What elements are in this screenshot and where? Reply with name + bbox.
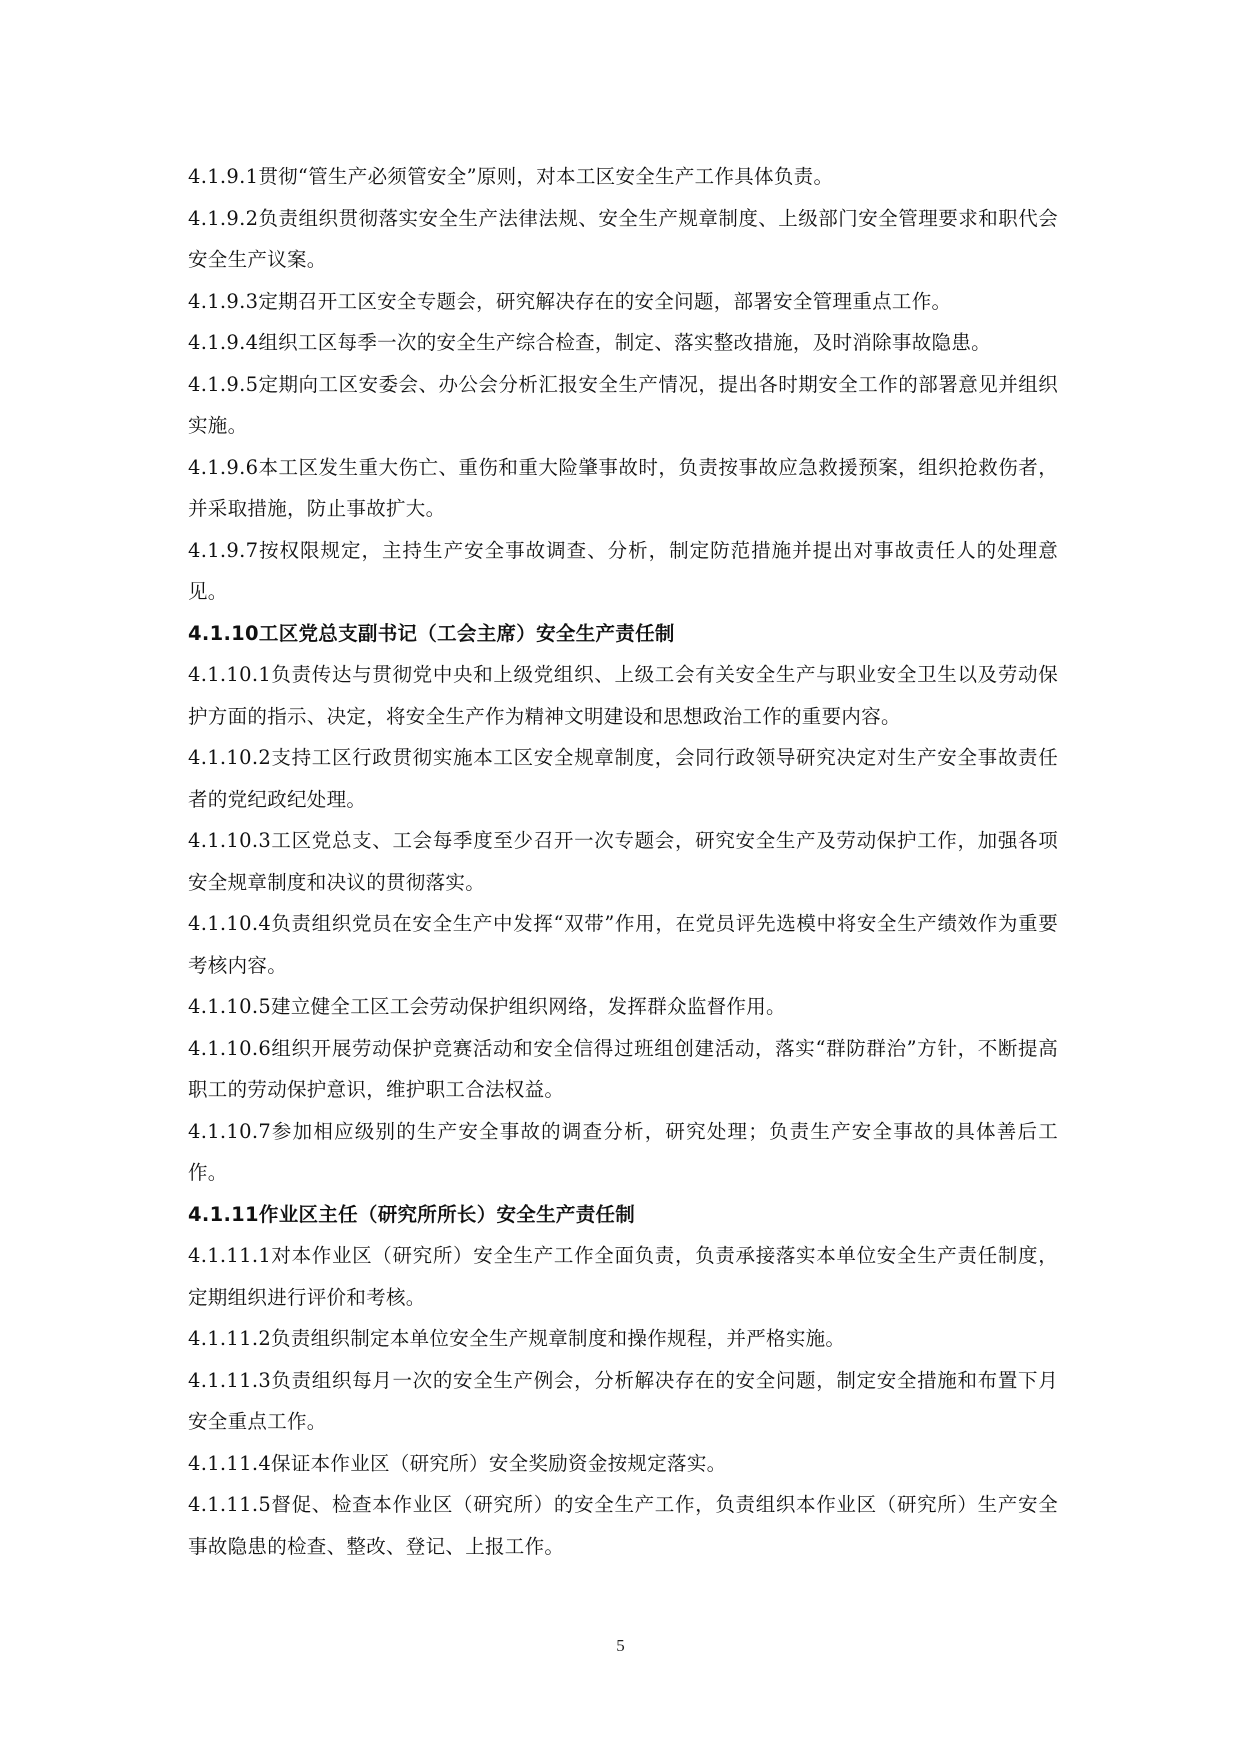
paragraph-4-1-10-2: 4.1.10.2支持工区行政贯彻实施本工区安全规章制度，会同行政领导研究决定对生产安全事故责任者的党纪政纪处理。 — [188, 746, 1058, 811]
paragraph-4-1-9-4: 4.1.9.4组织工区每季一次的安全生产综合检查，制定、落实整改措施，及时消除事故隐患。 — [188, 331, 991, 354]
paragraph-4-1-10-1: 4.1.10.1负责传达与贯彻党中央和上级党组织、上级工会有关安全生产与职业安全卫生以及劳动保护方面的指示、决定，将安全生产作为精神文明建设和思想政治工作的重要内容。 — [188, 663, 1058, 728]
paragraph-4-1-9-1: 4.1.9.1贯彻“管生产必须管安全”原则，对本工区安全生产工作具体负责。 — [188, 165, 834, 188]
paragraph-4-1-11-4: 4.1.11.4保证本作业区（研究所）安全奖励资金按规定落实。 — [188, 1451, 727, 1475]
paragraph-4-1-10-4: 4.1.10.4负责组织党员在安全生产中发挥“双带”作用，在党员评先选模中将安全生产绩效作为重要考核内容。 — [188, 912, 1058, 977]
paragraph-4-1-9-5: 4.1.9.5定期向工区安委会、办公会分析汇报安全生产情况，提出各时期安全工作的部署意见并组织实施。 — [188, 372, 1058, 437]
paragraph-4-1-10-6: 4.1.10.6组织开展劳动保护竞赛活动和安全信得过班组创建活动，落实“群防群治”方针，不断提高职工的劳动保护意识，维护职工合法权益。 — [188, 1036, 1058, 1101]
section-heading-4-1-10: 4.1.10工区党总支副书记（工会主席）安全生产责任制 — [188, 621, 675, 645]
paragraph-4-1-11-1: 4.1.11.1对本作业区（研究所）安全生产工作全面负责，负责承接落实本单位安全生产责任制度，定期组织进行评价和考核。 — [188, 1244, 1058, 1309]
section-heading-4-1-11: 4.1.11作业区主任（研究所所长）安全生产责任制 — [188, 1202, 636, 1226]
paragraph-4-1-11-5: 4.1.11.5督促、检查本作业区（研究所）的安全生产工作，负责组织本作业区（研究所）生产安全事故隐患的检查、整改、登记、上报工作。 — [188, 1493, 1058, 1558]
paragraph-4-1-9-6: 4.1.9.6本工区发生重大伤亡、重伤和重大险肇事故时，负责按事故应急救援预案，组织抢救伤者，并采取措施，防止事故扩大。 — [188, 455, 1058, 520]
paragraph-4-1-9-7: 4.1.9.7按权限规定，主持生产安全事故调查、分析，制定防范措施并提出对事故责任人的处理意见。 — [188, 538, 1058, 603]
paragraph-4-1-10-7: 4.1.10.7参加相应级别的生产安全事故的调查分析，研究处理；负责生产安全事故的具体善后工作。 — [188, 1119, 1058, 1184]
page-number: 5 — [616, 1636, 625, 1655]
paragraph-4-1-9-3: 4.1.9.3定期召开工区安全专题会，研究解决存在的安全问题，部署安全管理重点工作。 — [188, 289, 952, 313]
paragraph-4-1-10-5: 4.1.10.5建立健全工区工会劳动保护组织网络，发挥群众监督作用。 — [188, 995, 786, 1018]
page-body — [188, 156, 1058, 1567]
paragraph-4-1-9-2: 4.1.9.2负责组织贯彻落实安全生产法律法规、安全生产规章制度、上级部门安全管理要求和职代会安全生产议案。 — [188, 206, 1058, 271]
paragraph-4-1-10-3: 4.1.10.3工区党总支、工会每季度至少召开一次专题会，研究安全生产及劳动保护工作，加强各项安全规章制度和决议的贯彻落实。 — [188, 829, 1058, 894]
paragraph-4-1-11-2: 4.1.11.2负责组织制定本单位安全生产规章制度和操作规程，并严格实施。 — [188, 1327, 846, 1350]
paragraph-4-1-11-3: 4.1.11.3负责组织每月一次的安全生产例会，分析解决存在的安全问题，制定安全措施和布置下月安全重点工作。 — [188, 1368, 1058, 1433]
